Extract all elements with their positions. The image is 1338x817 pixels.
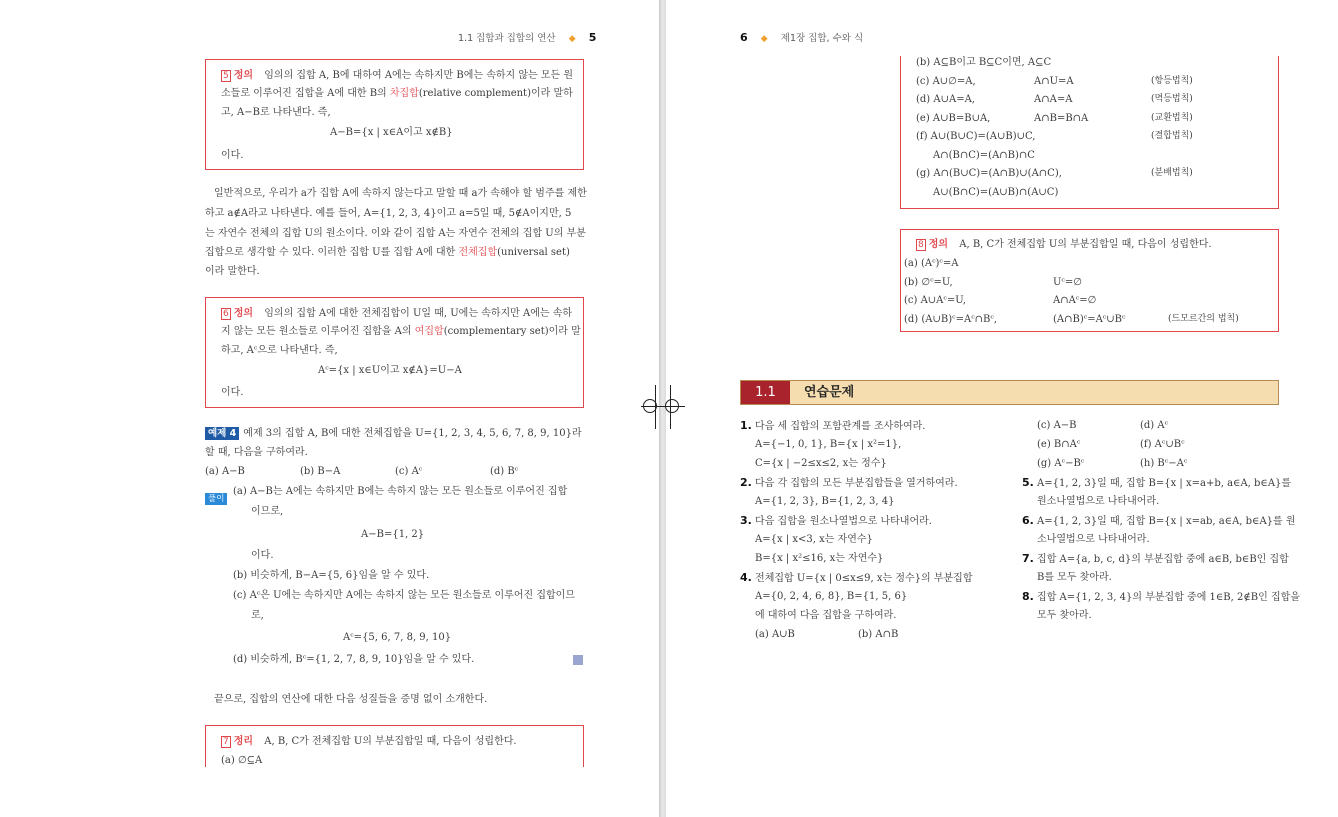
exercise-section-bar [740, 380, 1279, 405]
def6-text-1: 임의의 집합 A에 대한 전체집합이 U일 때, U에는 속하지만 A에는 속하 [264, 308, 573, 319]
example4-text-1: 예제 3의 집합 A, B에 대한 전체집합을 U={1, 2, 3, 4, 5, 6, 7, 8, 9, 10}라 [243, 428, 582, 439]
thm7-item-c2: A∩U=A [1034, 76, 1074, 87]
exercise-1-line2: A={−1, 0, 1}, B={x | x²=1}, [755, 439, 902, 450]
exercise-7-line1 [1022, 549, 1289, 569]
thm7-item-b: (b) A⊆B이고 B⊆C이면, A⊆C [916, 57, 1052, 68]
def5-tag-number: 5 [223, 71, 229, 81]
thm7-tag-number: 7 [223, 737, 229, 747]
universal-term: 전체집합 [458, 247, 498, 258]
def6-text-2a: 지 않는 모든 원소들로 이루어진 집합을 A의 [221, 326, 415, 337]
header-chapter-title: 제1장 집합, 수와 식 [780, 33, 864, 44]
thm7-item-g1: (g) A∩(B∪C)=(A∩B)∪(A∩C), [916, 168, 1062, 179]
exercise-7-line2: B를 모두 찾아라. [1037, 572, 1112, 583]
exercise-4-line1 [740, 568, 973, 588]
universal-text-4a: 집합으로 생각할 수 있다. 이러한 집합 U를 집합 A에 대한 [205, 247, 459, 258]
exercise-2-line2: A={1, 2, 3}, B={1, 2, 3, 4} [755, 496, 895, 507]
thm7-item-g2: A∪(B∩C)=(A∪B)∩(A∪C) [933, 187, 1059, 198]
solution-b-line: (b) 비슷하게, B−A={5, 6}임을 알 수 있다. [233, 570, 430, 581]
exercise-4-line3: 에 대하여 다음 집합을 구하여라. [755, 610, 897, 621]
closing-sentence: 끝으로, 집합의 연산에 대한 다음 성질들을 증명 없이 소개한다. [214, 694, 488, 705]
exercise-2-line1 [740, 473, 958, 493]
def8-tag-number: 8 [918, 240, 924, 250]
exercise-5-text-1: A={1, 2, 3}일 때, 집합 B={x | x=a+b, a∈A, b∈A}를 [1037, 478, 1292, 489]
exercise-7-number: 7. [1022, 552, 1034, 565]
exercise-3-line2: A={x | x<3, x는 자연수} [755, 534, 873, 545]
exercise-3-number: 3. [740, 514, 752, 527]
exercise-5-line1 [1022, 473, 1291, 493]
exercise-4-part-d: (d) Aᶜ [1140, 420, 1169, 431]
thm7-law-idempotent: (멱등법칙) [1151, 94, 1193, 104]
universal-para-line1: 일반적으로, 우리가 a가 집합 A에 속하지 않는다고 말할 때 a가 속해야 할 범주를 제한 [214, 188, 587, 199]
exercise-4-line2: A={0, 2, 4, 6, 8}, B={1, 5, 6} [755, 591, 908, 602]
universal-para-line5: 이라 말한다. [205, 266, 260, 277]
exercise-8-line1 [1022, 587, 1300, 607]
example-badge: 예제 4 [205, 427, 239, 440]
def8-item-c2: A∩Aᶜ=∅ [1053, 295, 1097, 306]
def5-text-1: 임의의 집합 A, B에 대하여 A에는 속하지만 B에는 속하지 않는 모든 원 [264, 70, 574, 81]
universal-para-line4 [205, 243, 570, 262]
left-page [0, 0, 659, 817]
thm7-item-f2: A∩(B∩C)=(A∩B)∩C [933, 150, 1035, 161]
example4-option-c: (c) Aᶜ [395, 466, 423, 477]
definition-8-box [900, 229, 1279, 332]
exercise-8-number: 8. [1022, 590, 1034, 603]
example4-option-b: (b) B−A [300, 466, 341, 477]
exercise-3-line3: B={x | x²≤16, x는 자연수} [755, 553, 884, 564]
exercise-4-part-g: (g) Aᶜ−Bᶜ [1037, 458, 1085, 469]
def8-item-d1: (d) (A∪B)ᶜ=Aᶜ∩Bᶜ, [904, 314, 998, 325]
page-header [458, 26, 596, 45]
def5-term: 차집합 [389, 88, 419, 99]
universal-text-4b: (universal set) [497, 247, 570, 258]
def5-line1 [221, 66, 573, 85]
def8-item-b2: Uᶜ=∅ [1053, 277, 1082, 288]
def5-line2 [221, 84, 573, 103]
definition-5-box [205, 59, 584, 170]
exercise-1-number: 1. [740, 419, 752, 432]
header-section-title: 1.1 집합과 집합의 연산 [458, 33, 556, 44]
exercise-8-text-1: 집합 A={1, 2, 3, 4}의 부분집합 중에 1∈B, 2∉B인 집합을 [1037, 592, 1300, 603]
def8-item-b1: (b) ∅ᶜ=U, [904, 277, 953, 288]
left-page-bottom-margin [200, 767, 600, 817]
exercise-4-part-a: (a) A∪B [755, 629, 795, 640]
example4-line2: 할 때, 다음을 구하여라. [205, 447, 308, 458]
exercise-4-part-h: (h) Bᶜ−Aᶜ [1140, 458, 1188, 469]
exercise-3-text-1: 다음 집합을 원소나열법으로 나타내어라. [755, 516, 932, 527]
def5-line3: 고, A−B로 나타낸다. 즉, [221, 107, 331, 118]
thm7-tag-label: 정리 [233, 736, 254, 747]
end-of-proof-square [573, 655, 583, 665]
header-diamond-icon: ◆ [568, 34, 576, 44]
thm7-item-c1: (c) A∪∅=A, [916, 76, 976, 87]
exercise-5-number: 5. [1022, 476, 1034, 489]
definition-6-box [205, 297, 584, 408]
def5-tag-label: 정의 [233, 70, 254, 81]
solution-a-formula: A−B={1, 2} [361, 529, 425, 540]
exercise-6-line1 [1022, 511, 1296, 531]
def6-line4: 이다. [221, 387, 244, 398]
exercise-6-text-1: A={1, 2, 3}일 때, 집합 B={x | x=ab, a∈A, b∈A}를 원 [1037, 516, 1296, 527]
thm7-item-e2: A∩B=B∩A [1034, 113, 1089, 124]
exercise-4-part-e: (e) B∩Aᶜ [1037, 439, 1081, 450]
page-number: 5 [588, 31, 597, 44]
thm7-text-1: A, B, C가 전체집합 U의 부분집합일 때, 다음이 성립한다. [264, 736, 517, 747]
exercise-2-text-1: 다음 각 집합의 모든 부분집합들을 열거하여라. [755, 478, 958, 489]
page-number-right: 6 [740, 31, 748, 44]
def6-formula: Aᶜ={x | x∈U이고 x∉A}=U−A [318, 365, 462, 376]
example4-line1 [205, 424, 582, 443]
thm7-item-d1: (d) A∪A=A, [916, 94, 975, 105]
exercise-1-line3: C={x | −2≤x≤2, x는 정수} [755, 458, 887, 469]
exercise-1-line1 [740, 416, 926, 436]
solution-c-line2: 로, [251, 610, 264, 621]
def6-text-2b: (complementary set)이라 말 [443, 326, 581, 337]
def6-line3: 하고, Aᶜ으로 나타낸다. 즉, [221, 345, 338, 356]
solution-a-line1: (a) A−B는 A에는 속하지만 B에는 속하지 않는 모든 원소들로 이루어진 집합 [233, 486, 568, 497]
exercise-6-number: 6. [1022, 514, 1034, 527]
def8-text-1: A, B, C가 전체집합 U의 부분집합일 때, 다음이 성립한다. [959, 239, 1212, 250]
def8-tag-label: 정의 [928, 239, 949, 250]
thm7-item-e1: (e) A∪B=B∪A, [916, 113, 991, 124]
def6-tag-label: 정의 [233, 308, 254, 319]
exercise-4-part-c: (c) A−B [1037, 420, 1077, 431]
def8-line1 [916, 235, 1212, 254]
def5-line4: 이다. [221, 150, 244, 161]
def6-line2 [221, 322, 581, 341]
def5-text-2b: (relative complement)이라 말하 [418, 88, 573, 99]
exercise-5-line2: 원소나열법으로 나타내어라. [1037, 496, 1160, 507]
solution-badge-wrap [205, 486, 227, 505]
thm7-item-d2: A∩A=A [1034, 94, 1073, 105]
exercise-section-title: 연습문제 [804, 385, 855, 400]
def5-text-2a: 소들로 이루어진 집합을 A에 대한 B의 [221, 88, 390, 99]
exercise-6-line2: 소나열법으로 나타내어라. [1037, 534, 1150, 545]
header-diamond-icon-right: ◆ [760, 34, 768, 44]
exercise-7-text-1: 집합 A={a, b, c, d}의 부분집합 중에 a∈B, b∈B인 집합 [1037, 554, 1289, 565]
def5-formula: A−B={x | x∈A이고 x∉B} [330, 127, 453, 138]
example4-option-a: (a) A−B [205, 466, 245, 477]
exercise-4-part-f: (f) Aᶜ∪Bᶜ [1140, 439, 1185, 450]
solution-badge: 풀이 [205, 493, 227, 505]
exercise-section-number: 1.1 [741, 381, 790, 404]
thm7-law-associative: (결합법칙) [1151, 131, 1193, 141]
exercise-1-text-1: 다음 세 집합의 포함관계를 조사하여라. [755, 421, 926, 432]
def8-item-c1: (c) A∪Aᶜ=U, [904, 295, 966, 306]
universal-para-line3: 는 자연수 전체의 집합 U의 원소이다. 이와 같이 집합 A는 자연수 전체의 집합 U의 부분 [205, 228, 586, 239]
thm7-line2: (a) ∅⊆A [221, 755, 263, 766]
example4-option-d: (d) Bᶜ [490, 466, 519, 477]
exercise-4-text-1: 전체집합 U={x | 0≤x≤9, x는 정수}의 부분집합 [755, 573, 973, 584]
right-page [666, 0, 1338, 817]
thm7-law-identity: (항등법칙) [1151, 76, 1193, 86]
right-page-top-margin [896, 0, 1286, 56]
universal-para-line2: 하고 a∉A라고 나타낸다. 예를 들어, A={1, 2, 3, 4}이고 a=5일 때, 5∉A이지만, 5 [205, 208, 572, 219]
def8-item-d2: (A∩B)ᶜ=Aᶜ∪Bᶜ [1053, 314, 1126, 325]
solution-a-line2: 이므로, [251, 506, 284, 517]
page-header-right [740, 26, 863, 45]
exercise-4-number: 4. [740, 571, 752, 584]
def6-tag-number: 6 [223, 309, 229, 319]
def6-line1 [221, 304, 572, 323]
book-gutter [659, 0, 666, 817]
thm7-line1 [221, 732, 517, 751]
thm7-law-distributive: (분배법칙) [1151, 168, 1193, 178]
thm7-law-commutative: (교환법칙) [1151, 113, 1193, 123]
solution-d-line: (d) 비슷하게, Bᶜ={1, 2, 7, 8, 9, 10}임을 알 수 있다. [233, 654, 475, 665]
solution-c-formula: Aᶜ={5, 6, 7, 8, 9, 10} [343, 632, 452, 643]
exercise-4-part-b: (b) A∩B [858, 629, 899, 640]
thm7-item-f1: (f) A∪(B∪C)=(A∪B)∪C, [916, 131, 1036, 142]
exercise-3-line1 [740, 511, 932, 531]
solution-a-line3: 이다. [251, 550, 274, 561]
def8-law-demorgan: (드모르간의 법칙) [1168, 314, 1239, 324]
solution-c-line1: (c) Aᶜ은 U에는 속하지만 A에는 속하지 않는 모든 원소들로 이루어진 집합이므 [233, 590, 576, 601]
def6-term: 여집합 [414, 326, 444, 337]
def8-item-a: (a) (Aᶜ)ᶜ=A [904, 258, 959, 269]
exercise-2-number: 2. [740, 476, 752, 489]
exercise-8-line2: 모두 찾아라. [1037, 610, 1092, 621]
